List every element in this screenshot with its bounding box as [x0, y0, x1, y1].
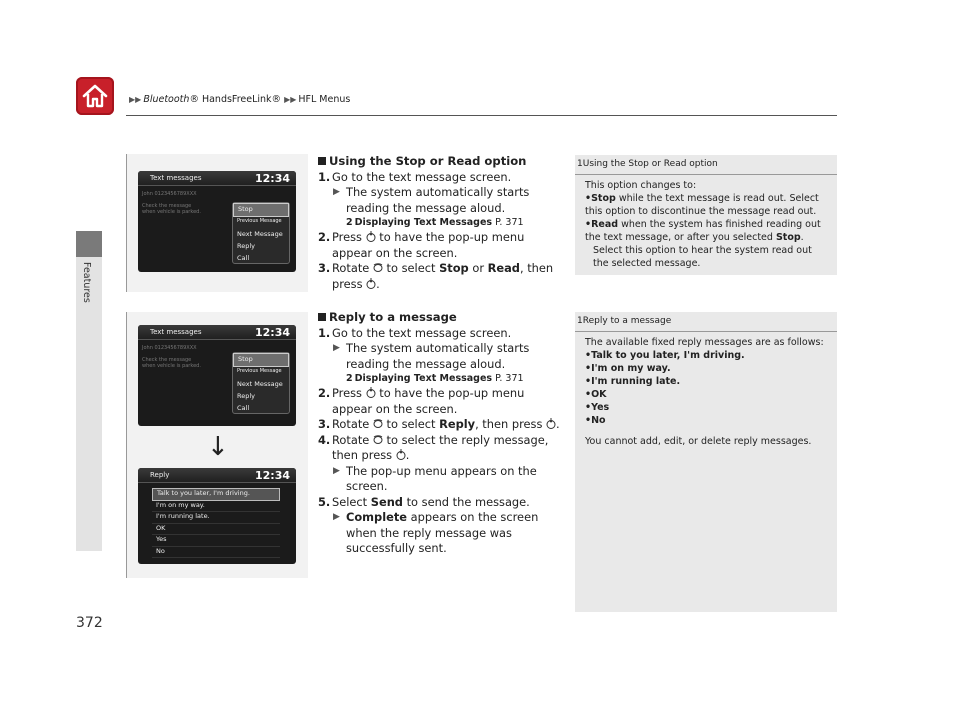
- popup-item-next[interactable]: Next Message: [237, 380, 283, 388]
- breadcrumb-hfl-suffix[interactable]: ® HandsFreeLink®: [189, 94, 282, 105]
- step-5: 5. Select Send to send the message.: [318, 494, 530, 509]
- screen-clock: 12:34: [254, 326, 290, 339]
- chevron-right-icon: ▶▶: [129, 95, 142, 104]
- note-bullet: •OK: [585, 389, 607, 400]
- step-1: 1. Go to the text message screen.: [318, 325, 512, 340]
- popup-item-next[interactable]: Next Message: [237, 230, 283, 238]
- square-bullet-icon: [318, 157, 326, 165]
- note-reply: [575, 312, 837, 612]
- note-bullet: •I'm running late.: [585, 376, 681, 387]
- popup-item-previous[interactable]: Previous Message: [237, 368, 282, 374]
- note-bullet: •Read when the system has finished reading out the text message, or after you selected Stop.: [585, 219, 821, 243]
- screen-reply: [138, 468, 296, 564]
- section-title: Reply to a message: [318, 310, 568, 326]
- breadcrumb-bluetooth[interactable]: Bluetooth: [143, 94, 190, 105]
- note-bullet: •Talk to you later, I'm driving.: [585, 350, 745, 361]
- rotate-dial-icon: [373, 434, 383, 445]
- popup-item-previous[interactable]: Previous Message: [237, 218, 282, 224]
- step-5-result: ▶ Complete appears on the screen when the reply message was successfully sent.: [333, 510, 539, 555]
- rotate-dial-icon: [373, 262, 383, 273]
- step-2: 2. Press to have the pop-up menu appear on the screen.: [318, 230, 525, 260]
- note-stop-read: [575, 155, 837, 275]
- page-number: 372: [76, 615, 103, 631]
- screen-text-messages-2: [138, 325, 296, 426]
- note-bullet: •Stop while the text message is read out. Select this option to discontinue the message read out.: [585, 193, 819, 217]
- chevron-right-icon: ▶▶: [284, 95, 297, 104]
- breadcrumb-hfl-menus[interactable]: HFL Menus: [298, 94, 351, 105]
- square-bullet-icon: [318, 313, 326, 321]
- step-3: 3. Rotate to select Reply, then press .: [318, 417, 560, 431]
- screen-message-body: John 0123456789XXX Check the message when vehicle is parked.: [142, 345, 201, 369]
- note-extra: Select this option to hear the system read out the selected message.: [593, 245, 812, 269]
- note-head: 1Using the Stop or Read option: [575, 155, 837, 175]
- note-bullet: •No: [585, 415, 606, 426]
- step-1: 1. Go to the text message screen.: [318, 169, 512, 184]
- screen-clock: 12:34: [254, 469, 290, 482]
- press-dial-icon: [546, 418, 556, 429]
- section-title: Using the Stop or Read option: [318, 154, 568, 170]
- step-1-result: ▶ The system automatically starts reading the message aloud.: [333, 341, 530, 371]
- arrow-down-icon: ↓: [207, 432, 229, 462]
- reply-item[interactable]: No: [152, 547, 280, 559]
- rotate-dial-icon: [373, 418, 383, 429]
- popup-menu: [232, 352, 290, 414]
- reference-icon: 2: [346, 217, 353, 228]
- step-3: 3. Rotate to select Stop or Read, then press .: [318, 261, 554, 291]
- step-2: 2. Press to have the pop-up menu appear on the screen.: [318, 386, 525, 416]
- result-arrow-icon: ▶: [333, 465, 340, 476]
- popup-item-stop[interactable]: Stop: [233, 203, 289, 217]
- note-head: 1Reply to a message: [575, 312, 837, 332]
- press-dial-icon: [366, 387, 376, 398]
- press-dial-icon: [396, 449, 406, 460]
- popup-item-reply[interactable]: Reply: [237, 392, 256, 400]
- note-intro: This option changes to:: [585, 180, 697, 191]
- home-icon: [81, 82, 109, 110]
- press-dial-icon: [366, 231, 376, 242]
- screen-title: Text messages 12:34: [138, 325, 296, 340]
- popup-item-stop[interactable]: Stop: [233, 353, 289, 367]
- sidebar-label: Features: [81, 262, 92, 303]
- reply-item[interactable]: Yes: [152, 535, 280, 547]
- result-arrow-icon: ▶: [333, 512, 340, 522]
- reply-item[interactable]: Talk to you later, I'm driving.: [152, 488, 280, 501]
- screen-title: Text messages 12:34: [138, 171, 296, 186]
- breadcrumb: [129, 94, 350, 105]
- screen-message-body: John 0123456789XXX Check the message when vehicle is parked.: [142, 191, 201, 215]
- cross-reference-link[interactable]: 2 Displaying Text Messages P. 371: [346, 217, 524, 228]
- section-stop-read: [318, 154, 568, 292]
- reply-item[interactable]: I'm running late.: [152, 512, 280, 524]
- note-marker-icon: 1: [577, 159, 583, 169]
- reply-item[interactable]: OK: [152, 524, 280, 536]
- press-dial-icon: [366, 278, 376, 289]
- popup-item-reply[interactable]: Reply: [237, 242, 256, 250]
- step-4-result: ▶ The pop-up menu appears on the screen.: [333, 463, 537, 493]
- popup-menu: [232, 202, 290, 264]
- step-4: 4. Rotate to select the reply message, then press .: [318, 432, 549, 462]
- result-arrow-icon: ▶: [333, 187, 340, 197]
- note-bullet: •I'm on my way.: [585, 363, 671, 374]
- note-marker-icon: 1: [577, 316, 583, 326]
- screen-clock: 12:34: [254, 172, 290, 185]
- note-bullet: •Yes: [585, 402, 610, 413]
- section-reply: [318, 310, 568, 557]
- reply-item[interactable]: I'm on my way.: [152, 501, 280, 513]
- home-button[interactable]: [76, 77, 114, 115]
- screen-title: Reply 12:34: [138, 468, 296, 483]
- note-footer: You cannot add, edit, or delete reply messages.: [585, 436, 812, 447]
- reply-list: [152, 488, 280, 558]
- reference-icon: 2: [346, 373, 353, 384]
- cross-reference-link[interactable]: 2 Displaying Text Messages P. 371: [346, 373, 524, 384]
- screen-text-messages: [138, 171, 296, 272]
- sidebar-marker: [76, 231, 102, 257]
- step-1-result: ▶ The system automatically starts reading the message aloud.: [333, 185, 530, 215]
- header-divider: [126, 115, 837, 116]
- popup-item-call[interactable]: Call: [237, 254, 250, 262]
- result-arrow-icon: ▶: [333, 343, 340, 353]
- note-intro: The available fixed reply messages are as follows:: [585, 337, 824, 348]
- popup-item-call[interactable]: Call: [237, 404, 250, 412]
